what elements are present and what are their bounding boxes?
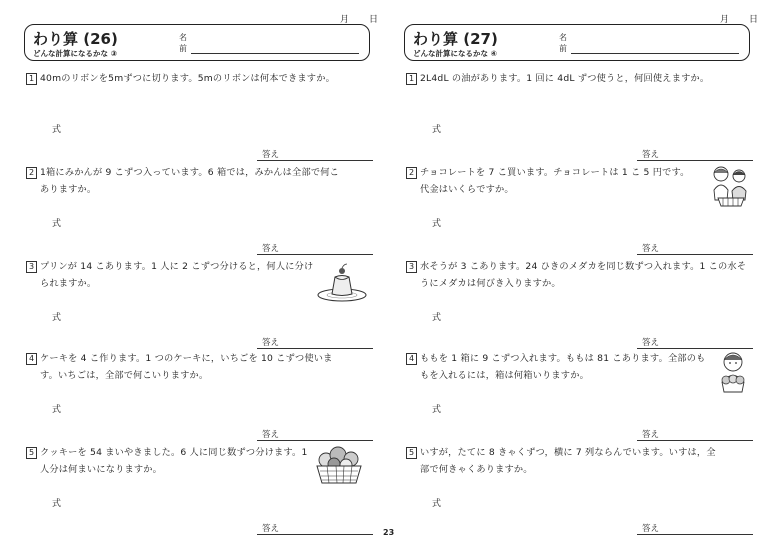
problem-number: 2 [406, 167, 417, 179]
shopping-children-icon [708, 164, 752, 208]
worksheet-subtitle: どんな計算になるかな ③ [33, 49, 117, 58]
answer-field[interactable]: 答え [637, 336, 753, 349]
formula-label: 式 [432, 219, 442, 229]
problem-text: いすが，たてに 8 きゃくずつ，横に 7 列ならんでいます。いすは，全部で何きゃくありますか。 [420, 447, 716, 475]
day-label: 日 [368, 15, 378, 25]
answer-field[interactable]: 答え [257, 522, 373, 535]
problem-text: ケーキを 4 こ作ります。1 つのケーキに，いちごを 10 こずつ使います。いちごは，全部で何こいりますか。 [40, 353, 333, 381]
problem-number: 2 [26, 167, 37, 179]
problem-3 [404, 260, 754, 352]
worksheet-header [24, 24, 370, 61]
problem-2 [404, 166, 754, 258]
formula-label: 式 [52, 219, 62, 229]
formula-label: 式 [52, 405, 62, 415]
formula-label: 式 [432, 499, 442, 509]
problem-number: 4 [26, 353, 37, 365]
problem-1 [404, 72, 754, 164]
problem-text: プリンが 14 こあります。1 人に 2 こずつ分けると，何人に分けられますか。 [40, 261, 314, 289]
child-with-peaches-icon [714, 350, 752, 396]
problem-1 [24, 72, 374, 164]
problem-text: 40mのリボンを5mずつに切ります。5mのリボンは何本できますか。 [40, 73, 335, 84]
worksheet-right [404, 0, 764, 540]
answer-field[interactable]: 答え [637, 242, 753, 255]
problem-text: 1箱にみかんが 9 こずつ入っています。6 箱では，みかんは全部で何こありますか。 [40, 167, 339, 195]
cookie-basket-icon [312, 444, 366, 486]
problem-4 [404, 352, 754, 444]
problem-number: 5 [26, 447, 37, 459]
formula-label: 式 [432, 405, 442, 415]
problem-4 [24, 352, 374, 444]
answer-field[interactable]: 答え [257, 336, 373, 349]
problem-5 [404, 446, 754, 538]
formula-label: 式 [432, 313, 442, 323]
problem-number: 1 [26, 73, 37, 85]
problem-number: 4 [406, 353, 417, 365]
formula-label: 式 [52, 125, 62, 135]
worksheet-title: わり算 (27) [413, 30, 498, 48]
name-label: 名 前 [179, 33, 187, 53]
answer-field[interactable]: 答え [257, 148, 373, 161]
problem-number: 3 [26, 261, 37, 273]
worksheet-left [24, 0, 384, 540]
problem-2 [24, 166, 374, 258]
name-label: 名 前 [559, 33, 567, 53]
day-label: 日 [748, 15, 758, 25]
answer-field[interactable]: 答え [257, 428, 373, 441]
page-number: 23 [383, 528, 395, 537]
formula-label: 式 [432, 125, 442, 135]
answer-field[interactable]: 答え [637, 428, 753, 441]
month-label: 月 [719, 15, 729, 25]
formula-label: 式 [52, 499, 62, 509]
formula-label: 式 [52, 313, 62, 323]
answer-field[interactable]: 答え [257, 242, 373, 255]
problem-text: 水そうが 3 こあります。24 ひきのメダカを同じ数ずつ入れます。1 この水そうにメダカは何びき入りますか。 [420, 261, 747, 289]
problem-text: クッキーを 54 まいやきました。6 人に同じ数ずつ分けます。1 人分は何まいになりますか。 [40, 447, 308, 475]
problem-text: チョコレートを 7 こ買います。チョコレートは 1 こ 5 円です。代金はいくらですか。 [420, 167, 690, 195]
name-input-line[interactable] [191, 53, 359, 54]
problem-number: 3 [406, 261, 417, 273]
worksheet-header [404, 24, 750, 61]
pudding-icon [316, 262, 368, 302]
problem-text: 2L4dL の油があります。1 回に 4dL ずつ使うと，何回使えますか。 [420, 73, 710, 84]
answer-field[interactable]: 答え [637, 148, 753, 161]
name-input-line[interactable] [571, 53, 739, 54]
answer-field[interactable]: 答え [637, 522, 753, 535]
month-label: 月 [339, 15, 349, 25]
problem-number: 1 [406, 73, 417, 85]
problem-number: 5 [406, 447, 417, 459]
worksheet-title: わり算 (26) [33, 30, 118, 48]
problem-text: ももを 1 箱に 9 こずつ入れます。ももは 81 こあります。全部のももを入れるには，箱は何箱いりますか。 [420, 353, 706, 381]
worksheet-subtitle: どんな計算になるかな ④ [413, 49, 497, 58]
